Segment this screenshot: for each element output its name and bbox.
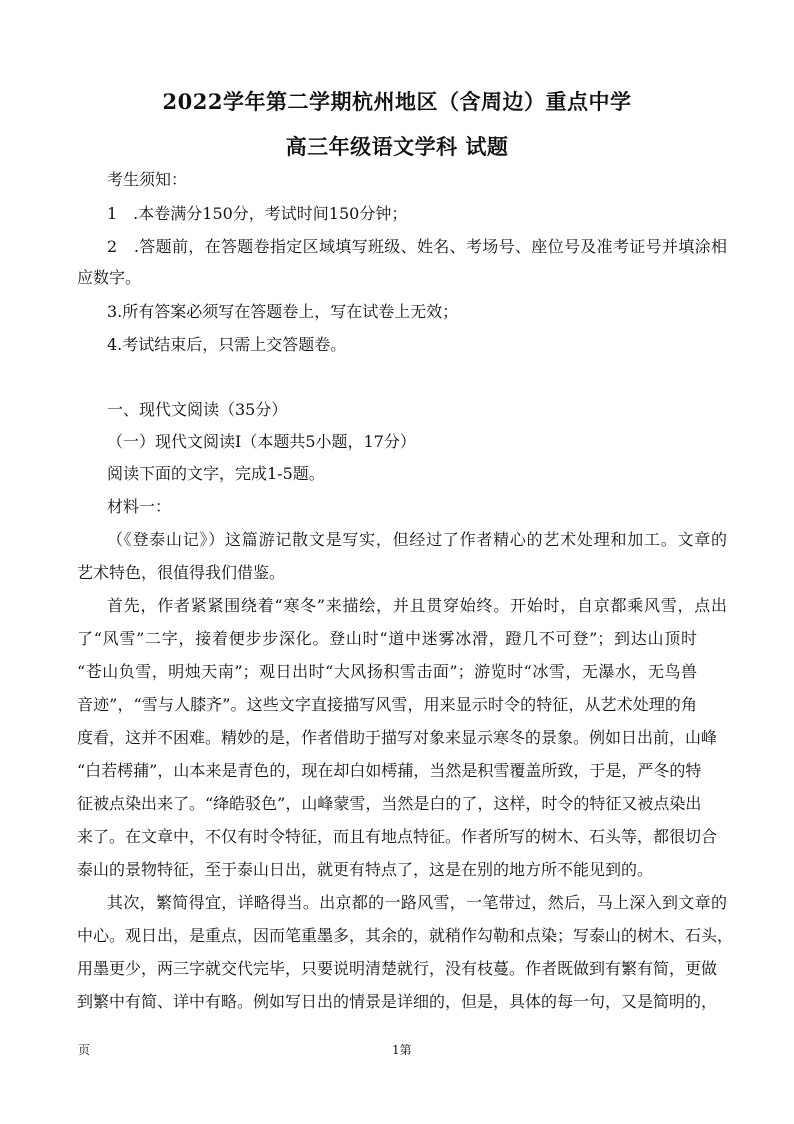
exam-subtitle: 高三年级语文学科 试题 (285, 134, 509, 159)
footer-page-number: 1第 (392, 1043, 412, 1057)
notice-item-4: 4.考试结束后，只需上交答题卷。 (107, 335, 347, 354)
paragraph-line: 首先，作者紧紧围绕着“寒冬”来描绘，并且贯穿始终。开始时，自京都乘风雪，点出 (107, 596, 727, 615)
paragraph-line: “苍山负雪，明烛天南”；观日出时“大风扬积雪击面”；游览时“冰雪，无瀑水，无鸟兽 (77, 662, 697, 681)
paragraph-line: 度看，这并不困难。精妙的是，作者借助于描写对象来显示寒冬的景象。例如日出前，山峰 (77, 728, 718, 747)
section-instruction: 阅读下面的文字，完成1-5题。 (107, 464, 325, 483)
notice-item-3: 3.所有答案必须写在答题卷上，写在试卷上无效； (107, 302, 459, 321)
paragraph-line: 艺术特色，很值得我们借鉴。 (77, 563, 286, 582)
notice-item-1: 1 .本卷满分150分，考试时间150分钟； (107, 204, 408, 223)
notice-item-2-line-1: 2 .答题前，在答题卷指定区域填写班级、姓名、考场号、座位号及准考证号并填涂相 (107, 237, 727, 256)
paragraph-line: 到繁中有简、详中有略。例如写日出的情景是详细的，但是，具体的每一句，又是简明的， (77, 992, 718, 1011)
section-subheading: （一）现代文阅读I（本题共5小题，17分） (107, 432, 416, 451)
footer-page-label: 页 (78, 1043, 91, 1057)
paragraph-line: （《登泰山记》）这篇游记散文是写实，但经过了作者精心的艺术处理和加工。文章的 (107, 530, 727, 549)
paragraph-line: 音迹”，“雪与人膝齐”。这些文字直接描写风雪，用来显示时令的特征，从艺术处理的角 (77, 695, 697, 714)
exam-title: 2022学年第二学期杭州地区（含周边）重点中学 (162, 89, 632, 114)
material-label: 材料一： (107, 497, 172, 516)
paragraph-line: 中心。观日出，是重点，因而笔重墨多，其余的，就稍作勾勒和点染；写泰山的树木、石头， (77, 926, 734, 945)
paragraph-line: 征被点染出来了。“绛皓驳色”，山峰蒙雪，当然是白的了，这样，时令的特征又被点染出 (77, 794, 702, 813)
notice-item-2-line-2: 应数字。 (77, 268, 142, 287)
paragraph-line: 其次，繁简得宜，详略得当。出京都的一路风雪，一笔带过，然后，马上深入到文章的 (107, 893, 727, 912)
paragraph-line: “白若樗蒱”，山本来是青色的，现在却白如樗蒱，当然是积雪覆盖所致，于是，严冬的特 (77, 761, 702, 780)
notice-heading: 考生须知： (107, 170, 188, 189)
section-heading: 一、现代文阅读（35分） (107, 400, 288, 419)
paragraph-line: 来了。在文章中，不仅有时令特征，而且有地点特征。作者所写的树木、石头等，都很切合 (77, 827, 718, 846)
paragraph-line: 泰山的景物特征，至于泰山日出，就更有特点了，这是在别的地方所不能见到的。 (77, 860, 654, 879)
paragraph-line: 了“风雪”二字，接着便步步深化。登山时“道中迷雾冰滑，蹬几不可登”；到达山顶时 (77, 629, 697, 648)
paragraph-line: 用墨更少，两三字就交代完毕，只要说明清楚就行，没有枝蔓。作者既做到有繁有简，更做 (77, 959, 718, 978)
